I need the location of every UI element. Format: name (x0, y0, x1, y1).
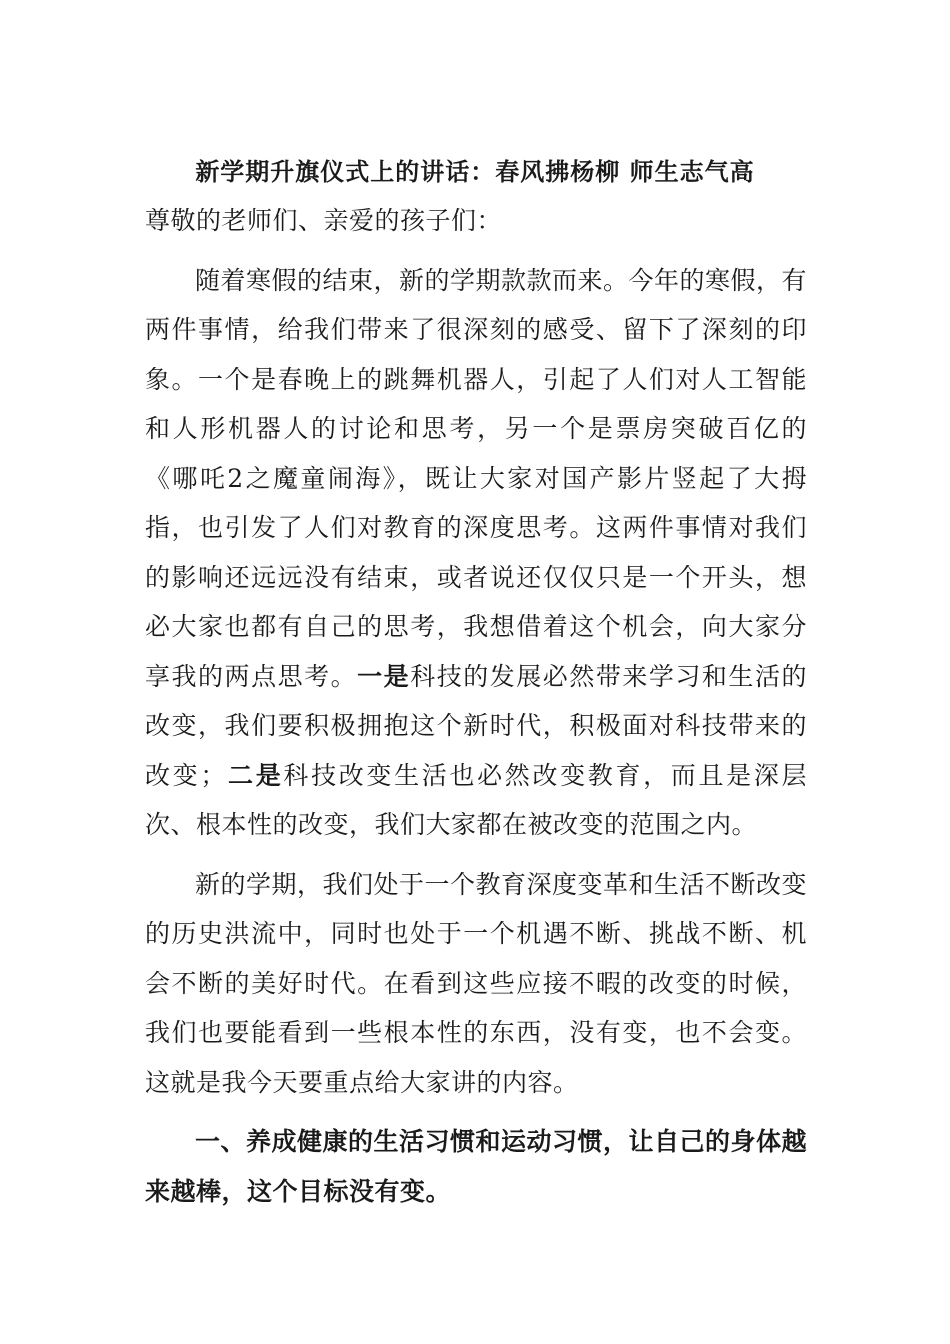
greeting: 尊敬的老师们、亲爱的孩子们： (145, 206, 503, 235)
point-one-label: 一是 (357, 661, 411, 691)
document-body (145, 196, 807, 1216)
paragraph-1-text-a: 随着寒假的结束，新的学期款款而来。今年的寒假，有两件事情，给我们带来了很深刻的感受、留下了深刻的印象。一个是春晚上的跳舞机器人，引起了人们对人工智能和人形机器人的讨论和思考，另一个是票房突破百亿的《哪吒2之魔童闹海》，既让大家对国产影片竖起了大拇指，也引发了人们对教育的深度思考。这两件事情对我们的影响还远远没有结束，或者说还仅仅只是一个开头，想必大家也都有自己的思考，我想借着这个机会，向大家分享我的两点思考。 (145, 265, 808, 691)
paragraph-2: 新的学期，我们处于一个教育深度变革和生活不断改变的历史洪流中，同时也处于一个机遇不断、挑战不断、机会不断的美好时代。在看到这些应接不暇的改变的时候，我们也要能看到一些根本性的东西，没有变，也不会变。这就是我今天要重点给大家讲的内容。 (145, 869, 808, 1097)
point-two-label: 二是 (225, 760, 284, 790)
paragraph-1 (145, 256, 807, 850)
document-title: 新学期升旗仪式上的讲话：春风拂杨柳 师生志气高 (195, 157, 755, 186)
section-heading-1: 一、养成健康的生活习惯和运动习惯，让自己的身体越来越棒，这个目标没有变。 (145, 1127, 808, 1206)
paragraph-1-text-b: 科技的发展必然带来学习和生活的改变，我们要积极拥抱这个新时代，积极面对科技带来的改变； (145, 661, 807, 790)
paragraph-1-text-c: 科技改变生活也必然改变教育，而且是深层次、根本性的改变，我们大家都在被改变的范围之内。 (145, 760, 807, 839)
